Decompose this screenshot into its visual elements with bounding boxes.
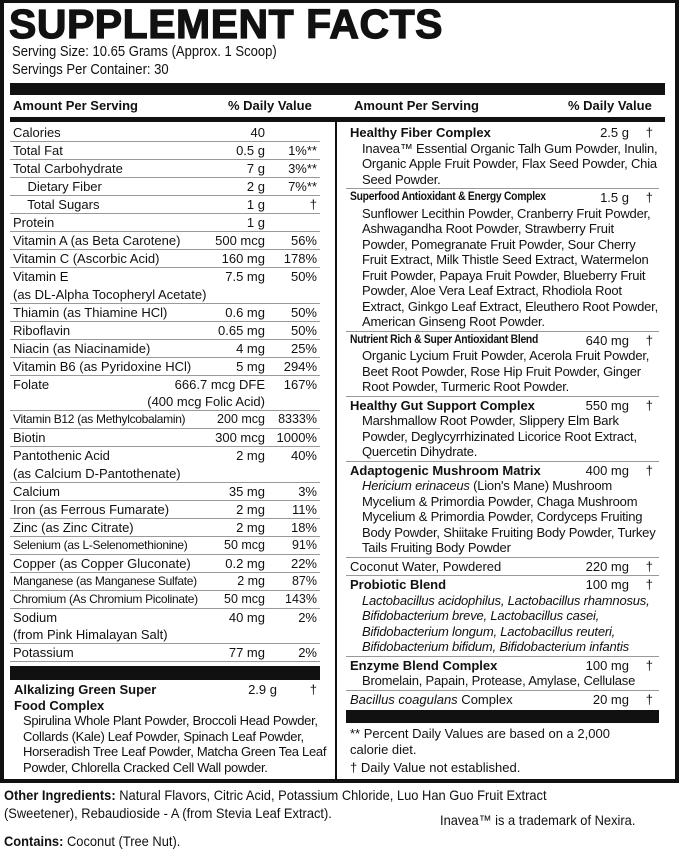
- blend-name: Nutrient Rich & Super Antioxidant Blend: [350, 333, 539, 346]
- nutrient-name: Folate: [13, 376, 50, 392]
- blend-name: Enzyme Blend Complex: [350, 657, 498, 673]
- blend-ingredients: [346, 141, 659, 188]
- blend-ingredients: [346, 478, 659, 556]
- other-ingredients-line2: (Sweetener), Rebaudioside - A (from Stevia Leaf Extract).: [4, 805, 332, 821]
- blend-dv: †: [645, 190, 653, 205]
- divider-bar: [10, 117, 665, 122]
- blend-table-right: [346, 124, 659, 776]
- nutrient-name: Vitamin E (as DL-Alpha Tocopheryl Acetate): [13, 269, 207, 302]
- nutrient-amount: 160 mg: [221, 251, 265, 266]
- nutrient-row: [10, 376, 320, 412]
- blend-block: [346, 462, 659, 558]
- blend-amount: 2.5 g: [600, 125, 629, 140]
- divider-bar: [346, 710, 659, 723]
- nutrient-row: [10, 124, 320, 142]
- blend-amount: 550 mg: [585, 397, 629, 413]
- blend-name: [350, 692, 513, 708]
- header-dv-left: % Daily Value: [228, 98, 312, 113]
- nutrient-amount: 500 mcg: [215, 233, 265, 248]
- other-ingredients-line1: Natural Flavors, Citric Acid, Potassium Chloride, Luo Han Guo Fruit Extract: [115, 787, 547, 803]
- nutrient-amount: 200 mcg: [217, 412, 265, 426]
- nutrient-table-left: [10, 124, 327, 775]
- nutrient-name: Riboflavin: [13, 322, 71, 338]
- nutrient-amount: 5 mg: [236, 358, 265, 374]
- nutrient-name: Zinc (as Zinc Citrate): [13, 519, 134, 535]
- column-divider: [335, 122, 337, 779]
- blend-block: [346, 189, 659, 332]
- nutrient-amount: 0.65 mg: [218, 322, 265, 338]
- nutrient-name: Vitamin C (Ascorbic Acid): [13, 251, 160, 266]
- other-ingredients: [4, 787, 547, 804]
- nutrient-amount: 0.5 g: [236, 143, 265, 158]
- nutrient-row: [10, 519, 320, 537]
- nutrient-name: Vitamin A (as Beta Carotene): [13, 233, 181, 248]
- ingredient-text: (Lion's Mane) Mushroom Mycelium & Primordia Powder, Chaga Mushroom Mycelium & Primordia Powder, Cordyceps Fruiting Body Powder, Shiitake Fruiting Body Powder, Turkey Tails Fruiting Body Powder: [362, 478, 656, 555]
- nutrient-amount: 0.6 mg: [225, 304, 265, 320]
- other-ingredients-label: Other Ingredients:: [4, 787, 116, 803]
- ingredient-text: Organic Lycium Fruit Powder, Acerola Fruit Powder, Beet Root Powder, Rose Hip Fruit Powder, Ginger Root Powder, Turmeric Root Powder.: [362, 348, 650, 394]
- nutrient-name: Thiamin (as Thiamine HCl): [13, 304, 168, 320]
- blend-block: [346, 332, 659, 397]
- blend-dv: †: [645, 558, 653, 574]
- nutrient-name: Vitamin B6 (as Pyridoxine HCl): [13, 358, 192, 374]
- nutrient-daily-value: 2%: [298, 645, 317, 660]
- header-amount-left: Amount Per Serving: [13, 98, 138, 113]
- nutrient-name: Iron (as Ferrous Fumarate): [13, 501, 170, 517]
- nutrient-amount: 2 mg: [237, 573, 265, 588]
- blend-block: [346, 576, 659, 657]
- nutrient-daily-value: 143%: [285, 591, 317, 606]
- ingredient-text: Marshmallow Root Powder, Slippery Elm Bark Powder, Deglycyrrhizinated Licorice Root Extract, Quercetin Dihydrate.: [362, 413, 637, 459]
- blend-header: [346, 125, 659, 141]
- footnote-dagger: † Daily Value not established.: [350, 760, 521, 775]
- nutrient-name: Selenium (as L-Selenomethionine): [13, 537, 188, 552]
- nutrient-daily-value: 294%: [283, 358, 317, 374]
- blend-amount: 640 mg: [585, 332, 629, 348]
- ingredient-text: Sunflower Lecithin Powder, Cranberry Fruit Powder, Ashwagandha Root Powder, Strawberry Fruit Powder, Pomegranate Fruit Powder, Sour Cherry Fruit Extract, Milk Thistle Seed Extract, Watermelon Fruit Powder, Papaya Fruit Powder, Blueberry Fruit Powder, Aloe Vera Leaf Extract, Rhodiola Root Extract, Ginkgo Leaf Extract, Eleuthero Root Powder, American Ginseng Root Powder.: [362, 205, 658, 329]
- nutrient-row: [10, 142, 320, 160]
- blend-name: Probiotic Blend: [350, 577, 447, 592]
- nutrient-amount: 2 mg: [236, 448, 265, 463]
- blend-dv: †: [645, 691, 653, 707]
- blend-ingredients: [346, 413, 659, 460]
- blend-name: Healthy Gut Support Complex: [350, 397, 535, 413]
- panel-title: SUPPLEMENT FACTS: [9, 1, 443, 47]
- nutrient-daily-value: 91%: [291, 537, 317, 552]
- nutrient-daily-value: 18%: [290, 519, 317, 535]
- nutrient-amount: 1 g: [246, 197, 265, 212]
- blend-header: [346, 692, 659, 708]
- blend-dv: †: [309, 682, 317, 697]
- header-dv-right: % Daily Value: [568, 98, 652, 113]
- blend-dv: †: [645, 332, 653, 348]
- blend-name: Healthy Fiber Complex: [350, 125, 491, 140]
- nutrient-daily-value: 25%: [290, 340, 317, 356]
- nutrient-row: [10, 268, 320, 304]
- nutrient-daily-value: 50%: [290, 304, 317, 320]
- blend-header: [346, 559, 659, 575]
- blend-blocks: [346, 124, 659, 708]
- blend-name: Adaptogenic Mushroom Matrix: [350, 462, 541, 478]
- nutrient-row: [10, 340, 320, 358]
- nutrient-amount: 2 mg: [236, 501, 265, 517]
- blend-name: Coconut Water, Powdered: [350, 558, 502, 574]
- nutrient-name: Calcium: [13, 483, 60, 499]
- nutrient-name: Pantothenic Acid (as Calcium D-Pantothenate): [13, 448, 181, 481]
- blend-amount: 400 mg: [585, 462, 629, 478]
- alkalizing-complex: [10, 680, 332, 775]
- nutrient-amount: 50 mcg: [224, 591, 265, 606]
- divider-bar: [10, 666, 320, 680]
- trademark-note: Inavea™ is a trademark of Nexira.: [440, 812, 636, 828]
- nutrient-name: Manganese (as Manganese Sulfate): [13, 573, 197, 588]
- blend-name-part: Complex: [457, 691, 513, 707]
- nutrient-daily-value: 56%: [290, 233, 317, 248]
- nutrient-row: [10, 609, 320, 645]
- blend-ingredients: Spirulina Whole Plant Powder, Broccoli Head Powder, Collards (Kale) Leaf Powder, Spinach Leaf Powder, Horseradish Tree Leaf Powder, Matcha Green Tea Leaf Powder, Chlorella Cracked Cell Wall powder.: [23, 713, 327, 775]
- nutrient-daily-value: 1%**: [288, 143, 317, 158]
- nutrient-daily-value: 11%: [291, 501, 317, 517]
- blend-block: [346, 124, 659, 189]
- nutrient-row: [10, 411, 320, 429]
- nutrient-amount: 666.7 mcg DFE (400 mcg Folic Acid): [147, 376, 265, 409]
- nutrient-daily-value: 8333%: [278, 412, 317, 426]
- nutrient-amount: 40 mg: [228, 609, 265, 625]
- nutrient-name: Total Carbohydrate: [13, 161, 123, 176]
- nutrient-row: [10, 214, 320, 232]
- blend-header: [346, 190, 659, 206]
- nutrient-row: [10, 501, 320, 519]
- blend-ingredients: [346, 206, 659, 330]
- nutrient-row: [10, 250, 320, 268]
- blend-block: [346, 558, 659, 577]
- nutrient-row: [10, 232, 320, 250]
- nutrient-row: [10, 555, 320, 573]
- blend-amount: 20 mg: [592, 691, 629, 707]
- contains-label: Contains:: [4, 833, 64, 849]
- nutrient-amount: 1 g: [246, 215, 265, 230]
- blend-ingredients: [346, 673, 659, 689]
- serving-size: Serving Size: 10.65 Grams (Approx. 1 Scoop): [12, 44, 277, 60]
- nutrient-daily-value: †: [309, 197, 317, 212]
- nutrient-name: Protein: [13, 215, 55, 230]
- blend-header: [346, 658, 659, 674]
- nutrient-amount: 0.2 mg: [225, 555, 265, 571]
- nutrient-name: Chromium (As Chromium Picolinate): [13, 591, 198, 606]
- nutrient-row: [10, 358, 320, 376]
- blend-amount: 2.9 g: [248, 682, 277, 697]
- nutrient-name: Dietary Fiber: [13, 179, 102, 194]
- nutrient-row: [10, 429, 320, 447]
- nutrient-daily-value: 178%: [283, 251, 317, 266]
- blend-dv: †: [645, 577, 653, 592]
- nutrient-name: Sodium (from Pink Himalayan Salt): [13, 609, 168, 642]
- nutrient-name: Biotin: [13, 430, 46, 445]
- nutrient-amount: 40: [250, 125, 265, 140]
- nutrient-row: [10, 447, 320, 483]
- blend-header: [346, 398, 659, 414]
- nutrient-daily-value: 50%: [290, 269, 317, 284]
- header-amount-right: Amount Per Serving: [354, 98, 479, 113]
- nutrient-row: [10, 591, 320, 609]
- nutrient-amount: 300 mcg: [215, 430, 265, 445]
- nutrient-name: Vitamin B12 (as Methylcobalamin): [13, 412, 186, 426]
- nutrient-name: Calories: [13, 125, 61, 140]
- divider-bar: [10, 83, 665, 95]
- blend-block: [346, 657, 659, 691]
- nutrient-row: [10, 644, 320, 662]
- blend-header: [346, 333, 659, 349]
- blend-name: Alkalizing Green Super Food Complex: [14, 682, 157, 713]
- nutrient-row: [10, 304, 320, 322]
- ingredient-text: Bromelain, Papain, Protease, Amylase, Cellulase: [362, 673, 636, 688]
- blend-dv: †: [645, 125, 653, 140]
- blend-block: [346, 691, 659, 709]
- nutrient-daily-value: 1000%: [276, 430, 317, 445]
- nutrient-row: [10, 160, 320, 178]
- nutrient-row: [10, 196, 320, 214]
- ingredient-text: Hericium erinaceus: [362, 478, 470, 493]
- blend-amount: 100 mg: [585, 577, 629, 592]
- nutrient-daily-value: 87%: [291, 573, 317, 588]
- nutrient-amount: 4 mg: [236, 340, 265, 356]
- nutrient-name: Total Sugars: [13, 197, 100, 212]
- nutrient-daily-value: 40%: [290, 448, 317, 463]
- blend-dv: †: [645, 397, 653, 413]
- nutrient-amount: 7.5 mg: [225, 269, 265, 284]
- nutrient-row: [10, 483, 320, 501]
- nutrient-amount: 2 mg: [236, 519, 265, 535]
- nutrient-name: Total Fat: [13, 143, 63, 158]
- nutrient-daily-value: 3%: [298, 483, 317, 499]
- nutrient-row: [10, 178, 320, 196]
- blend-header: [10, 682, 332, 713]
- nutrient-row: [10, 322, 320, 340]
- nutrient-daily-value: 50%: [290, 322, 317, 338]
- nutrient-row: [10, 537, 320, 555]
- footnote-percent: ** Percent Daily Values are based on a 2,000 calorie diet.: [350, 726, 610, 757]
- nutrient-amount: 35 mg: [228, 483, 265, 499]
- ingredient-text: Lactobacillus acidophilus, Lactobacillus rhamnosus, Bifidobacterium breve, Lactobacillus casei, Bifidobacterium longum, Lactobacillus reuteri, Bifidobacterium bifidum, Bifidobacterium infantis: [362, 592, 650, 654]
- blend-header: [346, 463, 659, 479]
- nutrient-daily-value: 167%: [283, 376, 317, 392]
- nutrient-name: Copper (as Copper Gluconate): [13, 555, 191, 571]
- blend-block: [346, 397, 659, 462]
- blend-ingredients: [346, 593, 659, 655]
- blend-header: [346, 577, 659, 593]
- servings-per-container: Servings Per Container: 30: [12, 62, 169, 78]
- nutrient-daily-value: 2%: [298, 609, 317, 625]
- nutrient-amount: 2 g: [246, 179, 265, 194]
- nutrient-name: Niacin (as Niacinamide): [13, 340, 151, 356]
- nutrient-daily-value: 3%**: [288, 161, 317, 176]
- blend-amount: 1.5 g: [600, 190, 629, 205]
- blend-amount: 100 mg: [585, 657, 629, 673]
- blend-dv: †: [645, 462, 653, 478]
- nutrient-daily-value: 22%: [290, 555, 317, 571]
- nutrient-amount: 77 mg: [228, 645, 265, 660]
- blend-name: Superfood Antioxidant & Energy Complex: [350, 191, 546, 203]
- ingredient-text: Inavea™ Essential Organic Talh Gum Powder, Inulin, Organic Apple Fruit Powder, Flax Seed Powder, Chia Seed Powder.: [362, 140, 658, 187]
- nutrient-daily-value: 7%**: [288, 179, 317, 194]
- nutrient-amount: 50 mcg: [224, 537, 265, 552]
- blend-amount: 220 mg: [585, 558, 629, 574]
- contains-text: Coconut (Tree Nut).: [63, 833, 181, 849]
- contains-allergens: [4, 833, 180, 850]
- nutrient-amount: 7 g: [246, 161, 265, 176]
- nutrient-rows: [10, 124, 320, 662]
- nutrient-row: [10, 573, 320, 591]
- blend-dv: †: [645, 657, 653, 673]
- blend-name-part: Bacillus coagulans: [350, 691, 458, 707]
- blend-ingredients: [346, 348, 659, 395]
- nutrient-name: Potassium: [13, 645, 74, 660]
